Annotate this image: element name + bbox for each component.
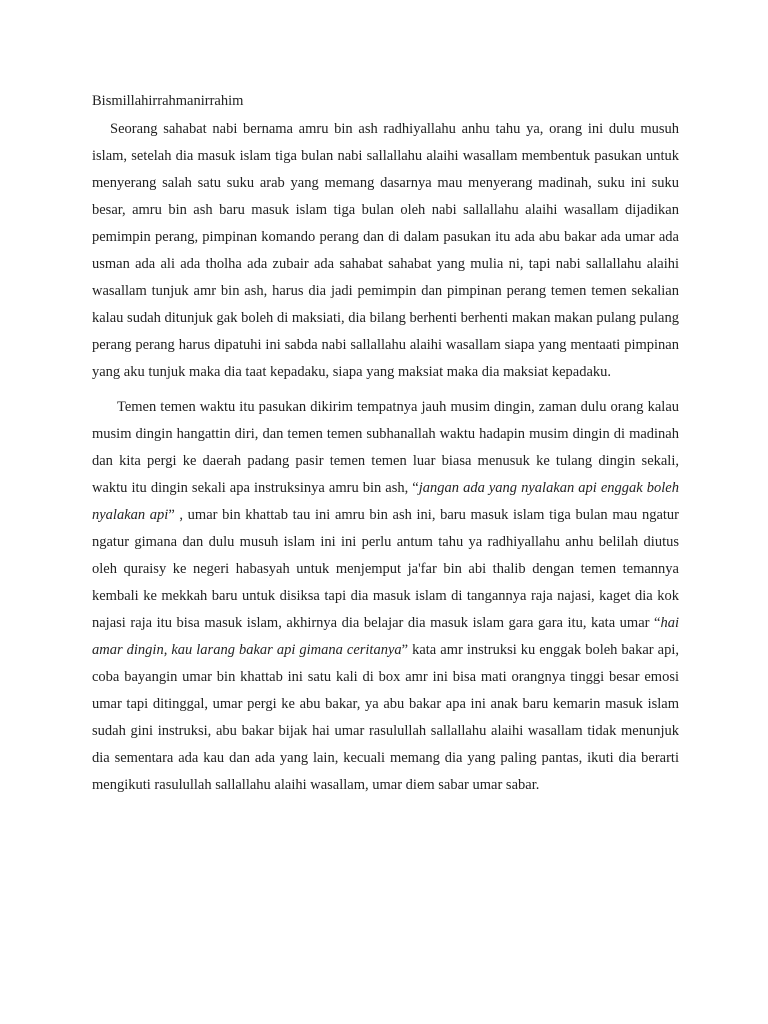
paragraph-2-text-1: Temen temen waktu itu pasukan dikirim tempatnya jauh musim dingin, zaman dulu orang kalau musim dingin hangattin diri, dan temen temen subhanallah waktu hadapin musim dingin di madinah dan kita pergi ke daerah padang pasir temen temen luar biasa menusuk ke tulang dingin sekali, waktu itu dingin sekali apa instruksinya amru bin ash, “ [92,399,679,496]
document-heading: Bismillahirrahmanirrahim [92,93,244,109]
paragraph-1: Seorang sahabat nabi bernama amru bin ash radhiyallahu anhu tahu ya, orang ini dulu musuh islam, setelah dia masuk islam tiga bulan nabi sallallahu alaihi wasallam membentuk pasukan untuk menyerang salah satu suku arab yang memang dasarnya mau menyerang madinah, suku ini suku besar, amru bin ash baru masuk islam tiga bulan oleh nabi sallallahu alaihi wasallam dijadikan pemimpin perang, pimpinan komando perang dan di dalam pasukan itu ada abu bakar ada umar ada usman ada ali ada tholha ada zubair ada sahabat sahabat yang mulia ni, tapi nabi sallallahu alaihi wasallam tunjuk amr bin ash, harus dia jadi pemimpin dan pimpinan perang temen temen sekalian kalau sudah ditunjuk gak boleh di maksiati, dia bilang berhenti berhenti makan makan pulang pulang perang perang harus dipatuhi ini sabda nabi sallallahu alaihi wasallam siapa yang mentaati pimpinan yang aku tunjuk maka dia taat kepadaku, siapa yang maksiat maka dia maksiat kepadaku. [92,121,679,380]
quote-hai-amar: hai amar dingin, kau larang bakar api gimana ceritanya [92,615,679,658]
quote-jangan-ada-api: jangan ada yang nyalakan api enggak boleh nyalakan api [92,480,679,523]
document-page [92,88,679,799]
paragraph-2-text-3: ” kata amr instruksi ku enggak boleh bakar api, coba bayangin umar bin khattab ini satu kali di box amr ini bisa mati orangnya tinggi besar emosi umar tapi ditinggal, umar pergi ke abu bakar, ya abu bakar apa ini anak baru kemarin masuk islam sudah gini instruksi, abu bakar bijak hai umar rasulullah sallallahu alaihi wasallam tidak menunjuk dia sementara ada kau dan ada yang lain, kecuali memang dia yang paling pantas, ikuti dia berarti mengikuti rasulullah sallallahu alaihi wasallam, umar diem sabar umar sabar. [92,642,679,793]
paragraph-2 [92,394,679,799]
paragraph-2-text-2: ” , umar bin khattab tau ini amru bin ash ini, baru masuk islam tiga bulan mau ngatur ngatur gimana dan dulu musuh islam ini ini perlu antum tahu ya radhiyallahu anhu belilah diutus oleh quraisy ke negeri habasyah untuk menjemput ja'far bin abi thalib dengan temen temannya kembali ke mekkah baru untuk disiksa tapi dia masuk islam di tangannya raja najasi, kaget dia kok najasi raja itu bisa masuk islam, akhirnya dia belajar dia masuk islam gara gara itu, kata umar “ [92,507,679,631]
